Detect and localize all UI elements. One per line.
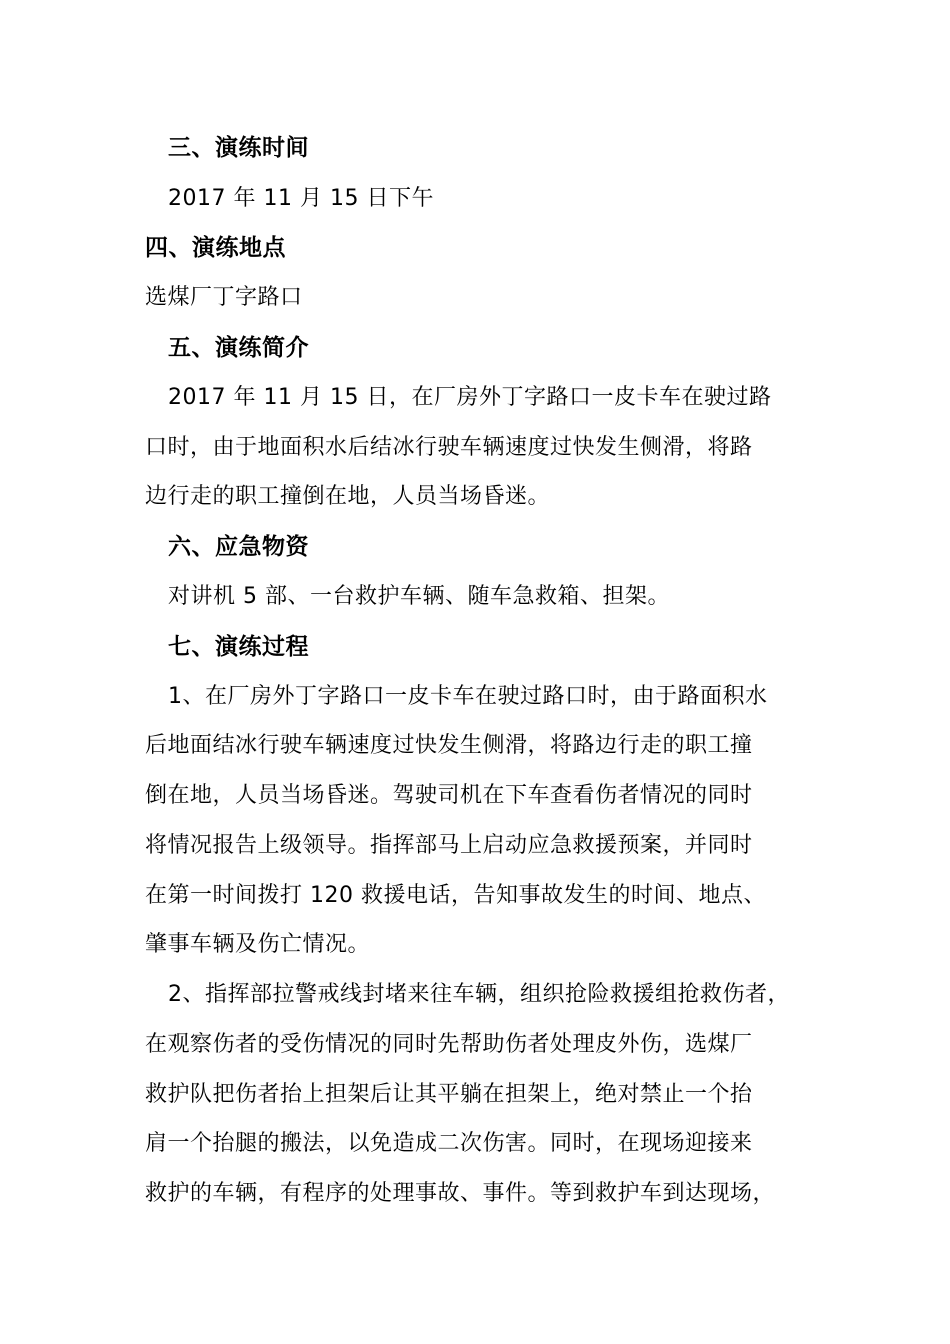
process-line: 救护的车辆，有程序的处理事故、事件。等到救护车到达现场， xyxy=(145,1181,776,1206)
heading-drill-place: 四、演练地点 xyxy=(145,235,286,261)
supplies-text: 对讲机 5 部、一台救护车辆、随车急救箱、担架。 xyxy=(168,584,670,609)
process-line: 在观察伤者的受伤情况的同时先帮助伤者处理皮外伤，选煤厂 xyxy=(145,1032,753,1057)
process-line: 将情况报告上级领导。指挥部马上启动应急救援预案，并同时 xyxy=(145,833,753,858)
heading-drill-process: 七、演练过程 xyxy=(168,634,309,660)
heading-drill-time: 三、演练时间 xyxy=(168,135,309,161)
drill-place-text: 选煤厂丁字路口 xyxy=(145,285,303,310)
process-line: 在第一时间拨打 120 救援电话，告知事故发生的时间、地点、 xyxy=(145,883,766,908)
intro-line: 2017 年 11 月 15 日，在厂房外丁字路口一皮卡车在驶过路 xyxy=(168,385,772,410)
process-line: 1、在厂房外丁字路口一皮卡车在驶过路口时，由于路面积水 xyxy=(168,684,768,709)
drill-time-text: 2017 年 11 月 15 日下午 xyxy=(168,186,434,211)
process-line: 救护队把伤者抬上担架后让其平躺在担架上，绝对禁止一个抬 xyxy=(145,1082,753,1107)
intro-line: 口时，由于地面积水后结冰行驶车辆速度过快发生侧滑，将路 xyxy=(145,435,753,460)
heading-drill-intro: 五、演练简介 xyxy=(168,335,309,361)
heading-emergency-supplies: 六、应急物资 xyxy=(168,534,309,560)
process-line: 肇事车辆及伤亡情况。 xyxy=(145,932,371,957)
process-line: 后地面结冰行驶车辆速度过快发生侧滑，将路边行走的职工撞 xyxy=(145,733,753,758)
process-line: 倒在地，人员当场昏迷。驾驶司机在下车查看伤者情况的同时 xyxy=(145,783,753,808)
process-line: 2、指挥部拉警戒线封堵来往车辆，组织抢险救援组抢救伤者， xyxy=(168,982,790,1007)
process-line: 肩一个抬腿的搬法，以免造成二次伤害。同时，在现场迎接来 xyxy=(145,1131,753,1156)
intro-line: 边行走的职工撞倒在地，人员当场昏迷。 xyxy=(145,484,551,509)
